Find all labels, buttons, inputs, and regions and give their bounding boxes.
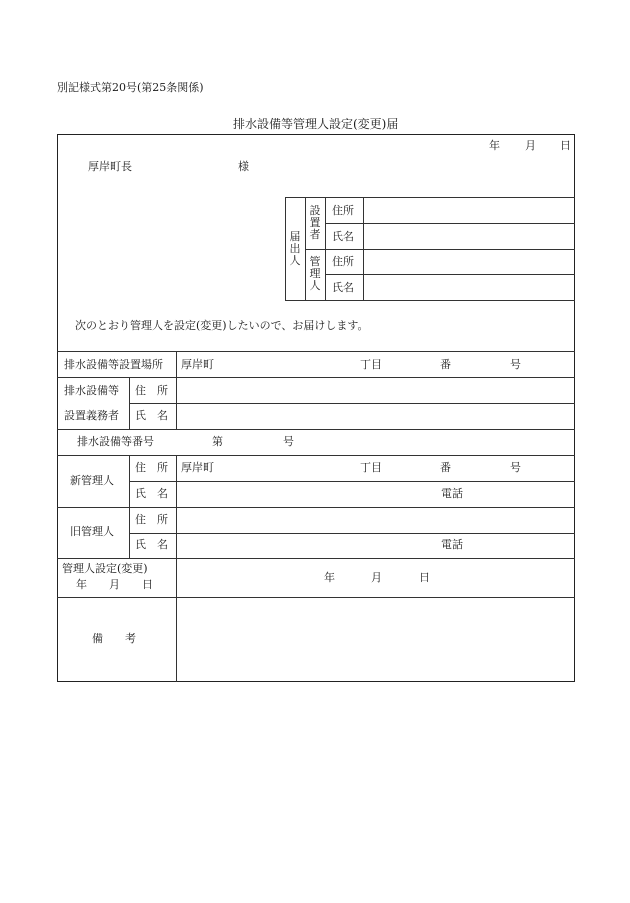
applicant-box-top [285,197,575,198]
new-manager-chome: 丁目 [360,461,382,474]
row-line-2 [129,403,575,404]
applicant-box-div1 [305,197,306,300]
date-label-line2: 年 月 日 [76,578,153,591]
old-manager-address-label: 住 所 [135,513,168,526]
new-manager-name-label: 氏 名 [135,487,168,500]
obligor-label-line2: 設置義務者 [64,409,119,422]
change-date-year: 年 [324,571,335,584]
facility-number-go: 号 [283,435,294,448]
applicant-label: 届出人 [289,230,301,267]
installer-name-label: 氏名 [332,230,354,243]
obligor-address-label: 住 所 [135,384,168,397]
form-number: 別記様式第20号(第25条関係) [57,81,204,94]
manager-name-label: 氏名 [332,281,354,294]
manager-label: 管理人 [309,255,321,292]
row-line-7 [129,533,575,534]
row-line-4 [57,455,575,456]
location-town: 厚岸町 [181,358,214,371]
date-year: 年 [489,139,500,152]
applicant-box-bottom [285,300,575,301]
location-go: 号 [510,358,521,371]
manager-address-label: 住所 [332,255,354,268]
new-manager-town: 厚岸町 [181,461,214,474]
location-label: 排水設備等設置場所 [64,358,163,371]
old-manager-label: 旧管理人 [70,525,114,538]
old-manager-name-label: 氏 名 [135,538,168,551]
statement: 次のとおり管理人を設定(変更)したいので、お届けします。 [75,319,369,332]
col-line-sub-1 [129,377,130,429]
new-manager-ban: 番 [440,461,451,474]
row-line-8 [57,558,575,559]
new-manager-go: 号 [510,461,521,474]
old-manager-phone-label: 電話 [441,538,463,551]
new-manager-address-label: 住 所 [135,461,168,474]
applicant-box-mid [305,249,575,250]
applicant-box-left [285,197,286,300]
change-date-day: 日 [419,571,430,584]
recipient: 厚岸町長 [88,160,132,173]
location-chome: 丁目 [360,358,382,371]
new-manager-phone-label: 電話 [441,487,463,500]
col-line-main-1 [176,351,177,429]
applicant-box-div3 [363,197,364,300]
honorific: 様 [238,160,249,173]
installer-label: 設置者 [309,204,321,241]
location-ban: 番 [440,358,451,371]
col-line-main-2 [176,455,177,682]
row-line-6 [57,507,575,508]
row-line-3 [57,429,575,430]
form-title: 排水設備等管理人設定(変更)届 [233,117,399,131]
remarks-label: 備 考 [92,632,136,645]
row-line-9 [57,597,575,598]
table-top-line [57,351,575,352]
installer-address-label: 住所 [332,204,354,217]
facility-number-dai: 第 [212,435,223,448]
facility-number-label: 排水設備等番号 [77,435,154,448]
obligor-label-line1: 排水設備等 [64,384,119,397]
new-manager-label: 新管理人 [70,474,114,487]
row-line-5 [129,481,575,482]
change-date-month: 月 [371,571,382,584]
row-line-1 [57,377,575,378]
date-month: 月 [525,139,536,152]
date-label-line1: 管理人設定(変更) [62,562,148,575]
col-line-sub-2 [129,455,130,558]
applicant-box-div2 [325,197,326,300]
date-day: 日 [560,139,571,152]
obligor-name-label: 氏 名 [135,409,168,422]
